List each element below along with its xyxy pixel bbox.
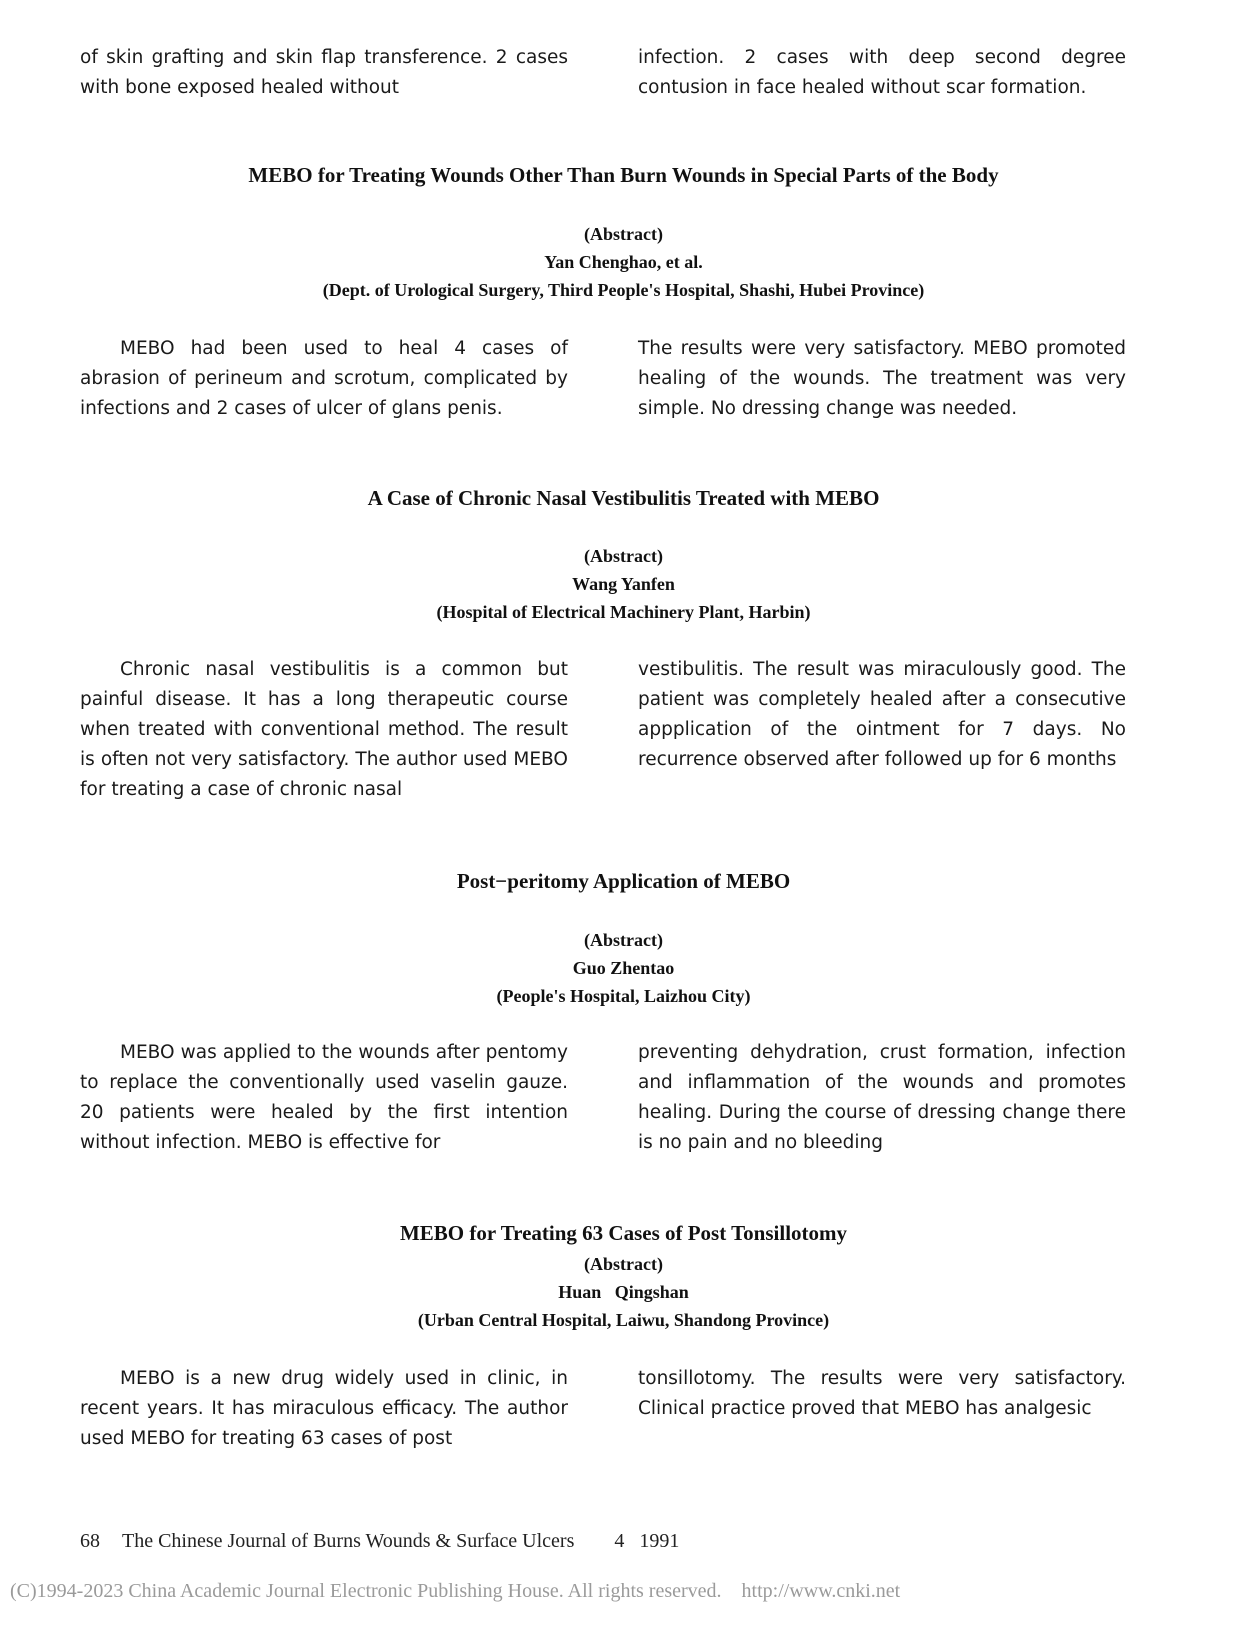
article-right-column: tonsillotomy. The results were very satisfactory. Clinical practice proved that MEBO has analgesic [638,1368,1126,1419]
article-meta [0,1250,1247,1334]
article-body [80,334,1126,424]
article-affiliation: (Urban Central Hospital, Laiwu, Shandong Province) [417,1310,830,1330]
abstract-label: (Abstract) [584,1254,663,1274]
article-title: A Case of Chronic Nasal Vestibulitis Treated with MEBO [367,486,880,510]
article-body [80,655,1126,805]
journal-name: The Chinese Journal of Burns Wounds & Surface Ulcers [122,1530,575,1552]
journal-issue: 4 1991 [614,1530,680,1552]
continued-left-column: of skin grafting and skin flap transference. 2 cases with bone exposed healed without [80,47,568,98]
article-affiliation: (Hospital of Electrical Machinery Plant, Harbin) [436,602,811,622]
article-right-column: vestibulitis. The result was miraculously good. The patient was completely healed after a consecutive appplication of the ointment for 7 days. No recurrence observed after followed up for 6 months [638,659,1126,770]
article-body [80,1038,1126,1158]
article-left-column: MEBO was applied to the wounds after pentomy to replace the conventionally used vaselin gauze. 20 patients were healed by the first intention without infection. MEBO is effective for [80,1042,568,1153]
page-number: 68 [80,1530,100,1552]
continued-right-column: infection. 2 cases with deep second degree contusion in face healed without scar formation. [638,47,1126,98]
article-affiliation: (Dept. of Urological Surgery, Third People's Hospital, Shashi, Hubei Province) [322,280,925,300]
article-meta [0,926,1247,1010]
copyright-notice: (C)1994-2023 China Academic Journal Electronic Publishing House. All rights reserved. http://www.cnki.net [10,1580,901,1602]
article-author: Guo Zhentao [572,958,675,978]
article-author: Yan Chenghao, et al. [544,252,703,272]
article-left-column: MEBO is a new drug widely used in clinic, in recent years. It has miraculous efficacy. The author used MEBO for treating 63 cases of post [80,1368,568,1449]
article-meta [0,220,1247,304]
article-title: MEBO for Treating 63 Cases of Post Tonsillotomy [399,1221,848,1245]
abstract-label: (Abstract) [584,546,663,566]
article-author: Huan Qingshan [558,1282,689,1302]
abstract-label: (Abstract) [584,930,663,950]
article-meta [0,542,1247,626]
article-author: Wang Yanfen [572,574,675,594]
abstract-label: (Abstract) [584,224,663,244]
article-body [80,1364,1126,1454]
article-left-column: MEBO had been used to heal 4 cases of abrasion of perineum and scrotum, complicated by infections and 2 cases of ulcer of glans penis. [80,338,568,419]
article-left-column: Chronic nasal vestibulitis is a common but painful disease. It has a long therapeutic course when treated with conventional method. The result is often not very satisfactory. The author used MEBO for treating a case of chronic nasal [80,659,568,800]
article-title: MEBO for Treating Wounds Other Than Burn Wounds in Special Parts of the Body [248,163,999,187]
article-title: Post−peritomy Application of MEBO [456,869,791,893]
page-footer [80,1530,679,1553]
article-affiliation: (People's Hospital, Laizhou City) [496,986,751,1006]
article-right-column: The results were very satisfactory. MEBO promoted healing of the wounds. The treatment was very simple. No dressing change was needed. [638,338,1126,419]
article-right-column: preventing dehydration, crust formation, infection and inflammation of the wounds and promotes healing. During the course of dressing change there is no pain and no bleeding [638,1042,1126,1153]
continued-text [80,43,1126,103]
